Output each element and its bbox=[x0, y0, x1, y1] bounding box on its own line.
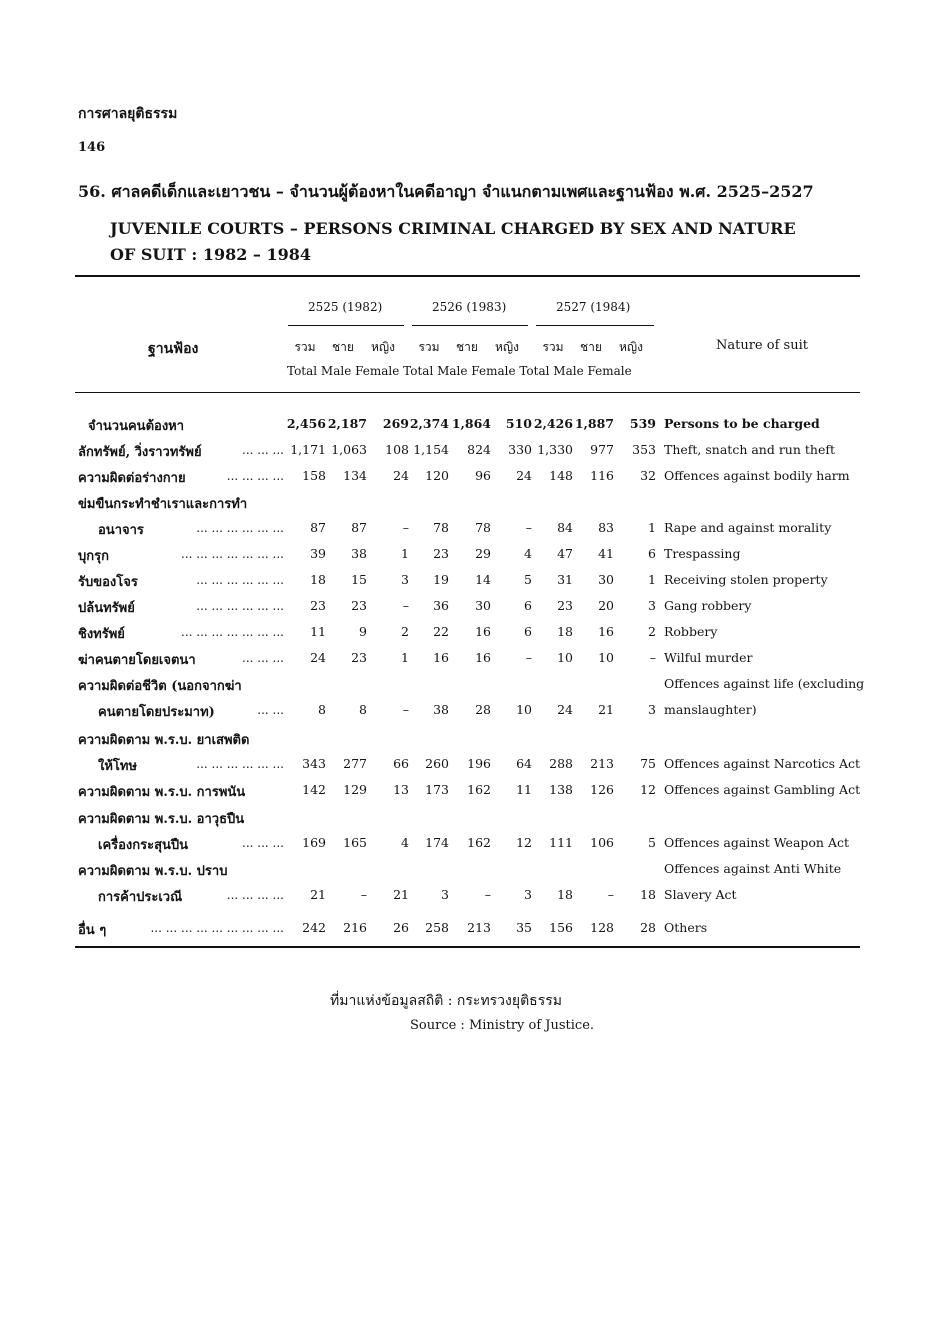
top-rule bbox=[75, 275, 860, 277]
table-cell: 269 bbox=[382, 416, 409, 431]
table-cell: 29 bbox=[475, 546, 491, 561]
table-cell: 6 bbox=[524, 624, 532, 639]
table-cell: 148 bbox=[549, 468, 573, 483]
table-cell: 2,456 bbox=[286, 416, 326, 431]
table-cell: 66 bbox=[393, 756, 409, 771]
table-cell: 277 bbox=[343, 756, 367, 771]
table-cell: 21 bbox=[310, 887, 326, 902]
table-cell: 3 bbox=[524, 887, 532, 902]
table-cell: 1,063 bbox=[331, 442, 367, 457]
table-cell: 11 bbox=[516, 782, 532, 797]
table-cell: 216 bbox=[343, 920, 367, 935]
table-cell: 6 bbox=[524, 598, 532, 613]
row-label-thai-line2: ให้โทษ bbox=[98, 759, 138, 774]
row-label-english: Receiving stolen property bbox=[664, 572, 828, 587]
table-cell: 539 bbox=[629, 416, 656, 431]
row-label-english: Offences against Weapon Act bbox=[664, 835, 850, 850]
row-label-english: Wilful murder bbox=[664, 650, 753, 665]
table-cell: 12 bbox=[516, 835, 532, 850]
table-cell: 2 bbox=[648, 624, 656, 639]
table-cell: 10 bbox=[557, 650, 573, 665]
table-cell: 11 bbox=[310, 624, 326, 639]
table-cell: 87 bbox=[310, 520, 326, 535]
row-label-thai: รับของโจร bbox=[78, 575, 138, 590]
column-subheader-thai: รวม bbox=[418, 340, 440, 354]
leader-dots: ... ... ... ... ... ... bbox=[196, 573, 284, 587]
table-cell: – bbox=[402, 598, 409, 613]
table-cell: 78 bbox=[433, 520, 449, 535]
table-cell: – bbox=[484, 887, 491, 902]
table-cell: 1 bbox=[401, 650, 409, 665]
row-label-thai-line1: ความผิดต่อชีวิต (นอกจากฆ่า bbox=[78, 679, 242, 694]
table-cell: 343 bbox=[302, 756, 326, 771]
table-cell: 353 bbox=[632, 442, 656, 457]
table-cell: 128 bbox=[590, 920, 614, 935]
table-cell: 87 bbox=[351, 520, 367, 535]
table-cell: 3 bbox=[401, 572, 409, 587]
table-cell: 1,171 bbox=[290, 442, 326, 457]
row-label-thai: ความผิดต่อร่างกาย bbox=[78, 471, 186, 486]
table-cell: 126 bbox=[590, 782, 614, 797]
row-label-english: Slavery Act bbox=[664, 887, 737, 902]
row-label-english: Theft, snatch and run theft bbox=[664, 442, 835, 457]
leader-dots: ... ... ... ... bbox=[226, 888, 284, 902]
table-cell: 142 bbox=[302, 782, 326, 797]
table-cell: 31 bbox=[557, 572, 573, 587]
row-label-thai-line2: การค้าประเวณี bbox=[98, 890, 183, 905]
table-cell: 12 bbox=[640, 782, 656, 797]
table-cell: – bbox=[525, 520, 532, 535]
table-cell: – bbox=[525, 650, 532, 665]
row-label-english-line1: Offences against Anti White bbox=[664, 861, 842, 876]
table-cell: 1,330 bbox=[537, 442, 573, 457]
table-cell: 10 bbox=[516, 702, 532, 717]
row-label-english: Offences against Narcotics Act bbox=[664, 756, 861, 771]
row-label-thai: ความผิดตาม พ.ร.บ. การพนัน bbox=[78, 785, 246, 800]
table-cell: 5 bbox=[524, 572, 532, 587]
table-cell: 510 bbox=[505, 416, 532, 431]
table-cell: 2,426 bbox=[533, 416, 573, 431]
table-cell: 4 bbox=[401, 835, 409, 850]
table-cell: 258 bbox=[425, 920, 449, 935]
table-cell: 13 bbox=[393, 782, 409, 797]
table-cell: – bbox=[360, 887, 367, 902]
table-cell: 83 bbox=[598, 520, 614, 535]
table-cell: 24 bbox=[310, 650, 326, 665]
table-cell: 96 bbox=[475, 468, 491, 483]
row-label-thai: จำนวนคนต้องหา bbox=[88, 419, 185, 434]
leader-dots: ... ... ... ... bbox=[226, 469, 284, 483]
table-cell: 174 bbox=[425, 835, 449, 850]
table-cell: 173 bbox=[425, 782, 449, 797]
row-label-english: Gang robbery bbox=[664, 598, 752, 613]
leader-dots: ... ... ... ... ... ... bbox=[196, 757, 284, 771]
table-cell: 38 bbox=[351, 546, 367, 561]
table-cell: 41 bbox=[598, 546, 614, 561]
table-cell: 3 bbox=[648, 598, 656, 613]
table-cell: 1 bbox=[401, 546, 409, 561]
table-cell: 47 bbox=[557, 546, 573, 561]
table-cell: 38 bbox=[433, 702, 449, 717]
table-cell: 24 bbox=[516, 468, 532, 483]
column-subheader-thai: รวม bbox=[542, 340, 564, 354]
table-cell: 24 bbox=[557, 702, 573, 717]
leader-dots: ... ... bbox=[257, 703, 284, 717]
table-cell: 1,864 bbox=[451, 416, 491, 431]
source-note-thai: ที่มาแห่งข้อมูลสถิติ : กระทรวงยุติธรรม bbox=[330, 993, 562, 1009]
table-cell: 108 bbox=[385, 442, 409, 457]
row-label-thai-line1: ความผิดตาม พ.ร.บ. ยาเสพติด bbox=[78, 733, 250, 748]
row-label-english: Others bbox=[664, 920, 708, 935]
row-label-thai: บุกรุก bbox=[78, 549, 109, 564]
row-label-thai-line1: ความผิดตาม พ.ร.บ. ปราบ bbox=[78, 864, 228, 879]
table-cell: 162 bbox=[467, 835, 491, 850]
leader-dots: ... ... ... ... ... ... ... ... ... bbox=[150, 921, 284, 935]
table-cell: 260 bbox=[425, 756, 449, 771]
table-cell: 20 bbox=[598, 598, 614, 613]
row-label-thai-line1: ความผิดตาม พ.ร.บ. อาวุธปืน bbox=[78, 812, 245, 827]
leader-dots: ... ... ... bbox=[242, 651, 284, 665]
table-cell: 23 bbox=[351, 650, 367, 665]
table-cell: 18 bbox=[557, 887, 573, 902]
row-label-english: Rape and against morality bbox=[664, 520, 832, 535]
column-subheader-thai: หญิง bbox=[371, 340, 395, 354]
table-cell: 134 bbox=[343, 468, 367, 483]
table-cell: 213 bbox=[467, 920, 491, 935]
table-cell: 330 bbox=[508, 442, 532, 457]
table-cell: 16 bbox=[598, 624, 614, 639]
table-cell: – bbox=[649, 650, 656, 665]
row-label-english: Offences against Gambling Act bbox=[664, 782, 861, 797]
table-cell: 14 bbox=[475, 572, 491, 587]
table-cell: 18 bbox=[310, 572, 326, 587]
row-label-english: Offences against bodily harm bbox=[664, 468, 850, 483]
table-cell: 129 bbox=[343, 782, 367, 797]
table-cell: 165 bbox=[343, 835, 367, 850]
leader-dots: ... ... ... bbox=[242, 836, 284, 850]
bottom-rule bbox=[75, 946, 860, 948]
row-label-thai: ลักทรัพย์, วิ่งราวทรัพย์ bbox=[78, 445, 202, 460]
table-cell: 1 bbox=[648, 572, 656, 587]
table-title-english-line2: OF SUIT : 1982 – 1984 bbox=[110, 245, 312, 264]
table-cell: 23 bbox=[310, 598, 326, 613]
table-cell: 120 bbox=[425, 468, 449, 483]
table-cell: 23 bbox=[351, 598, 367, 613]
column-subheader-thai: ชาย bbox=[332, 340, 354, 354]
table-title-thai: 56. ศาลคดีเด็กและเยาวชน – จำนวนผู้ต้องหาในคดีอาญา จำแนกตามเพศและฐานฟ้อง พ.ศ. 2525–2527 bbox=[78, 182, 814, 201]
year-header-1983: 2526 (1983) bbox=[432, 300, 507, 314]
table-cell: 5 bbox=[648, 835, 656, 850]
year-header-1984: 2527 (1984) bbox=[556, 300, 631, 314]
table-cell: 1 bbox=[648, 520, 656, 535]
table-cell: 9 bbox=[359, 624, 367, 639]
table-cell: 242 bbox=[302, 920, 326, 935]
table-cell: 16 bbox=[475, 624, 491, 639]
table-cell: 158 bbox=[302, 468, 326, 483]
table-cell: 288 bbox=[549, 756, 573, 771]
table-cell: 78 bbox=[475, 520, 491, 535]
row-label-english: Robbery bbox=[664, 624, 718, 639]
table-cell: 18 bbox=[640, 887, 656, 902]
row-label-thai: อื่น ๆ bbox=[78, 923, 107, 938]
table-cell: 28 bbox=[475, 702, 491, 717]
row-label-english: Persons to be charged bbox=[664, 416, 820, 431]
table-cell: 18 bbox=[557, 624, 573, 639]
table-cell: 156 bbox=[549, 920, 573, 935]
table-cell: 2,374 bbox=[409, 416, 449, 431]
running-header: การศาลยุติธรรม bbox=[78, 106, 178, 122]
table-cell: 106 bbox=[590, 835, 614, 850]
page-number: 146 bbox=[78, 140, 106, 155]
table-cell: 64 bbox=[516, 756, 532, 771]
table-cell: 2,187 bbox=[327, 416, 367, 431]
table-cell: 21 bbox=[393, 887, 409, 902]
year-underline bbox=[536, 325, 654, 326]
table-cell: 169 bbox=[302, 835, 326, 850]
row-label-thai-line1: ข่มขืนกระทำชำเราและการทำ bbox=[78, 497, 248, 512]
table-cell: 111 bbox=[549, 835, 573, 850]
table-cell: 3 bbox=[648, 702, 656, 717]
table-cell: 1,887 bbox=[574, 416, 614, 431]
table-cell: 6 bbox=[648, 546, 656, 561]
row-label-english: Trespassing bbox=[664, 546, 741, 561]
column-subheader-thai: ชาย bbox=[580, 340, 602, 354]
header-rule bbox=[75, 392, 860, 393]
row-label-thai: ฆ่าคนตายโดยเจตนา bbox=[78, 653, 196, 668]
column-subheaders-english: Total Male Female Total Male Female Total Male Female bbox=[287, 364, 632, 378]
table-cell: 24 bbox=[393, 468, 409, 483]
table-cell: 84 bbox=[557, 520, 573, 535]
column-subheader-thai: ชาย bbox=[456, 340, 478, 354]
table-cell: 2 bbox=[401, 624, 409, 639]
table-cell: 3 bbox=[441, 887, 449, 902]
row-label-thai: ชิงทรัพย์ bbox=[78, 627, 125, 642]
leader-dots: ... ... ... ... ... ... ... bbox=[181, 625, 284, 639]
table-cell: 162 bbox=[467, 782, 491, 797]
year-underline bbox=[412, 325, 528, 326]
table-cell: 16 bbox=[475, 650, 491, 665]
table-cell: 1,154 bbox=[413, 442, 449, 457]
table-cell: 16 bbox=[433, 650, 449, 665]
leader-dots: ... ... ... bbox=[242, 443, 284, 457]
table-cell: 21 bbox=[598, 702, 614, 717]
table-cell: 977 bbox=[590, 442, 614, 457]
table-cell: 23 bbox=[433, 546, 449, 561]
table-cell: 23 bbox=[557, 598, 573, 613]
table-cell: 15 bbox=[351, 572, 367, 587]
leader-dots: ... ... ... ... ... ... ... bbox=[181, 547, 284, 561]
table-cell: – bbox=[402, 520, 409, 535]
table-cell: – bbox=[607, 887, 614, 902]
row-label-english-line1: Offences against life (excluding bbox=[664, 676, 865, 691]
table-cell: 10 bbox=[598, 650, 614, 665]
column-subheader-thai: หญิง bbox=[495, 340, 519, 354]
table-cell: 35 bbox=[516, 920, 532, 935]
table-cell: 8 bbox=[359, 702, 367, 717]
table-cell: 30 bbox=[598, 572, 614, 587]
table-cell: 75 bbox=[640, 756, 656, 771]
table-cell: 36 bbox=[433, 598, 449, 613]
row-label-thai-line2: เครื่องกระสุนปืน bbox=[98, 838, 189, 853]
row-label-thai-line2: อนาจาร bbox=[98, 523, 144, 538]
leader-dots: ... ... ... ... ... ... bbox=[196, 599, 284, 613]
row-label-thai: ปล้นทรัพย์ bbox=[78, 601, 135, 616]
table-cell: 26 bbox=[393, 920, 409, 935]
table-cell: 138 bbox=[549, 782, 573, 797]
table-cell: 19 bbox=[433, 572, 449, 587]
row-label-thai-line2: คนตายโดยประมาท) bbox=[98, 705, 215, 720]
table-cell: – bbox=[402, 702, 409, 717]
year-underline bbox=[288, 325, 404, 326]
table-cell: 28 bbox=[640, 920, 656, 935]
column-header-nature-of-suit: Nature of suit bbox=[716, 338, 808, 353]
table-cell: 196 bbox=[467, 756, 491, 771]
column-header-thai-suit: ฐานฟ้อง bbox=[148, 341, 199, 357]
year-header-1982: 2525 (1982) bbox=[308, 300, 383, 314]
table-cell: 32 bbox=[640, 468, 656, 483]
column-subheader-thai: หญิง bbox=[619, 340, 643, 354]
source-note-english: Source : Ministry of Justice. bbox=[410, 1018, 595, 1033]
table-title-english-line1: JUVENILE COURTS – PERSONS CRIMINAL CHARGED BY SEX AND NATURE bbox=[110, 219, 796, 238]
table-cell: 824 bbox=[467, 442, 491, 457]
table-cell: 22 bbox=[433, 624, 449, 639]
table-cell: 39 bbox=[310, 546, 326, 561]
leader-dots: ... ... ... ... ... ... bbox=[196, 521, 284, 535]
table-cell: 116 bbox=[590, 468, 614, 483]
row-label-english: manslaughter) bbox=[664, 702, 757, 717]
table-cell: 4 bbox=[524, 546, 532, 561]
table-cell: 213 bbox=[590, 756, 614, 771]
table-cell: 30 bbox=[475, 598, 491, 613]
column-subheader-thai: รวม bbox=[294, 340, 316, 354]
table-cell: 8 bbox=[318, 702, 326, 717]
